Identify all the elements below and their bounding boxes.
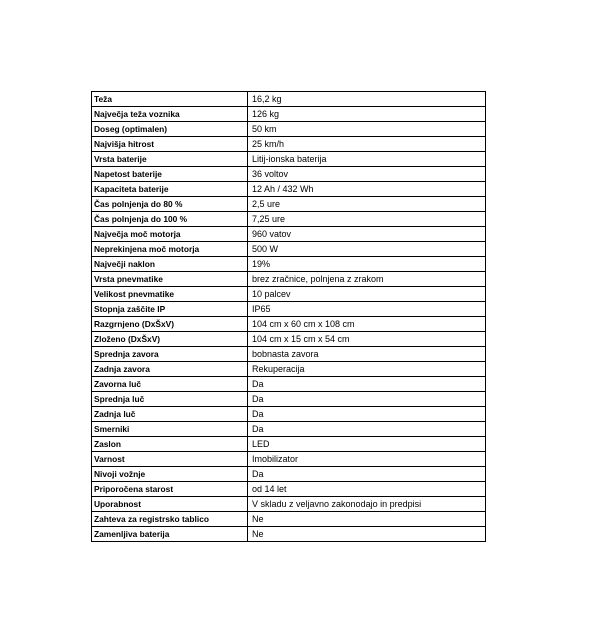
spec-label: Čas polnjenja do 80 % — [92, 197, 248, 212]
spec-value: Da — [248, 407, 486, 422]
spec-value: 19% — [248, 257, 486, 272]
spec-label: Zadnja luč — [92, 407, 248, 422]
spec-label: Kapaciteta baterije — [92, 182, 248, 197]
table-row — [92, 452, 486, 467]
spec-value: 10 palcev — [248, 287, 486, 302]
table-row — [92, 257, 486, 272]
table-row — [92, 302, 486, 317]
spec-value: Ne — [248, 527, 486, 542]
spec-label: Smerniki — [92, 422, 248, 437]
spec-value: 50 km — [248, 122, 486, 137]
table-row — [92, 317, 486, 332]
table-row — [92, 347, 486, 362]
spec-value: od 14 let — [248, 482, 486, 497]
spec-label: Vrsta baterije — [92, 152, 248, 167]
spec-label: Teža — [92, 92, 248, 107]
spec-value: Da — [248, 377, 486, 392]
spec-label: Napetost baterije — [92, 167, 248, 182]
spec-label: Sprednja zavora — [92, 347, 248, 362]
specifications-table — [91, 91, 486, 542]
spec-label: Velikost pnevmatike — [92, 287, 248, 302]
spec-label: Zamenljiva baterija — [92, 527, 248, 542]
table-row — [92, 497, 486, 512]
table-row — [92, 227, 486, 242]
spec-value: Ne — [248, 512, 486, 527]
table-row — [92, 467, 486, 482]
spec-value: Da — [248, 392, 486, 407]
table-row — [92, 182, 486, 197]
spec-value: IP65 — [248, 302, 486, 317]
table-row — [92, 167, 486, 182]
spec-value: Litij-ionska baterija — [248, 152, 486, 167]
spec-label: Čas polnjenja do 100 % — [92, 212, 248, 227]
spec-label: Zadnja zavora — [92, 362, 248, 377]
table-row — [92, 152, 486, 167]
spec-label: Zahteva za registrsko tablico — [92, 512, 248, 527]
spec-value: Imobilizator — [248, 452, 486, 467]
spec-label: Zloženo (DxŠxV) — [92, 332, 248, 347]
spec-value: LED — [248, 437, 486, 452]
table-row — [92, 437, 486, 452]
spec-value: Da — [248, 467, 486, 482]
spec-label: Zaslon — [92, 437, 248, 452]
spec-label: Največji naklon — [92, 257, 248, 272]
table-row — [92, 242, 486, 257]
table-row — [92, 407, 486, 422]
table-row — [92, 107, 486, 122]
table-row — [92, 197, 486, 212]
spec-value: 36 voltov — [248, 167, 486, 182]
spec-label: Neprekinjena moč motorja — [92, 242, 248, 257]
spec-label: Vrsta pnevmatike — [92, 272, 248, 287]
spec-value: bobnasta zavora — [248, 347, 486, 362]
spec-label: Sprednja luč — [92, 392, 248, 407]
table-row — [92, 137, 486, 152]
spec-value: 104 cm x 15 cm x 54 cm — [248, 332, 486, 347]
spec-value: 2,5 ure — [248, 197, 486, 212]
spec-label: Največja teža voznika — [92, 107, 248, 122]
table-row — [92, 362, 486, 377]
spec-label: Priporočena starost — [92, 482, 248, 497]
spec-label: Najvišja hitrost — [92, 137, 248, 152]
spec-label: Doseg (optimalen) — [92, 122, 248, 137]
table-row — [92, 332, 486, 347]
spec-label: Uporabnost — [92, 497, 248, 512]
spec-label: Varnost — [92, 452, 248, 467]
table-row — [92, 122, 486, 137]
spec-value: Da — [248, 422, 486, 437]
table-row — [92, 512, 486, 527]
spec-value: brez zračnice, polnjena z zrakom — [248, 272, 486, 287]
spec-value: 12 Ah / 432 Wh — [248, 182, 486, 197]
table-row — [92, 392, 486, 407]
spec-label: Nivoji vožnje — [92, 467, 248, 482]
specifications-table-body — [92, 92, 486, 542]
spec-value: 126 kg — [248, 107, 486, 122]
table-row — [92, 92, 486, 107]
spec-value: 960 vatov — [248, 227, 486, 242]
spec-value: 16,2 kg — [248, 92, 486, 107]
spec-value: 500 W — [248, 242, 486, 257]
table-row — [92, 527, 486, 542]
spec-label: Zavorna luč — [92, 377, 248, 392]
spec-label: Stopnja zaščite IP — [92, 302, 248, 317]
spec-value: 25 km/h — [248, 137, 486, 152]
spec-value: V skladu z veljavno zakonodajo in predpisi — [248, 497, 486, 512]
spec-label: Razgrnjeno (DxŠxV) — [92, 317, 248, 332]
table-row — [92, 287, 486, 302]
spec-value: 104 cm x 60 cm x 108 cm — [248, 317, 486, 332]
spec-label: Največja moč motorja — [92, 227, 248, 242]
table-row — [92, 422, 486, 437]
table-row — [92, 482, 486, 497]
spec-value: Rekuperacija — [248, 362, 486, 377]
table-row — [92, 377, 486, 392]
table-row — [92, 272, 486, 287]
spec-value: 7,25 ure — [248, 212, 486, 227]
table-row — [92, 212, 486, 227]
